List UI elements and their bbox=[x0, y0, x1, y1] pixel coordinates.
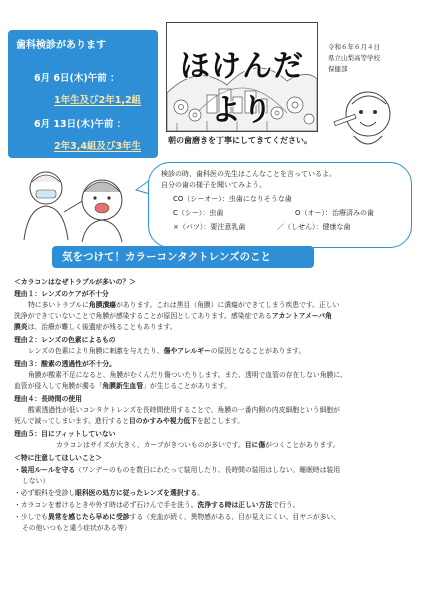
dentist-terms-bubble bbox=[148, 162, 412, 248]
school-info bbox=[328, 42, 380, 75]
reason-4-line-2: 死んで減ってしまいます。進行すると目のかすみや視力低下を起こします。 bbox=[14, 417, 245, 425]
question-heading-2: ＜特に注意してほしいこと＞ bbox=[14, 454, 103, 462]
reason-5-heading: 理由５：目にフィットしていない bbox=[14, 430, 116, 438]
reason-4-line-1: 酸素透過性が低いコンタクトレンズを長時間使用することで、角膜の一番内側の内皮細胞という細胞が bbox=[28, 406, 340, 414]
reason-4-heading: 理由４：長時間の使用 bbox=[14, 395, 82, 403]
note-2: ・必ず眼科を受診し眼科医の処方に従ったレンズを選択する。 bbox=[14, 489, 204, 497]
section-title-color-contacts: 気をつけて！カラーコンタクトレンズのこと bbox=[52, 246, 314, 268]
note-4-line-1: ・少しでも異常を感じたら早めに受診する（充血が続く、異物感がある、目が見えにくい、目ヤニが多い、 bbox=[14, 513, 341, 521]
masthead-title: ほけんだより bbox=[180, 49, 304, 128]
dental-checkup-notice bbox=[8, 30, 158, 158]
bubble-line-2: 自分の歯の様子を聞いてみよう。 bbox=[161, 181, 266, 189]
reason-3-line-2: 血管が侵入して角膜が濁る「角膜新生血管」が生じることがあります。 bbox=[14, 382, 231, 390]
issue-date: 令和６年６月４日 bbox=[328, 43, 380, 51]
school-name: 県立山梨高等学校 bbox=[328, 54, 380, 62]
slogan-text: 朝の歯磨きを丁寧にしてきてください。 bbox=[168, 136, 312, 145]
term-x: ×（バツ）：要注意乳歯 bbox=[173, 223, 246, 231]
reason-1-line-3: 膜炎は、治療が難しく後遺症が残ることもあります。 bbox=[14, 323, 177, 331]
reason-1-line-2: 洗浄ができていないことで角膜が感染することが原因としてあります。感染症であるアカントアメーバ角 bbox=[14, 312, 332, 320]
dental-notice-heading: 歯科検診があります bbox=[16, 40, 106, 51]
reason-2-line-1: レンズの色素により角膜に刺激を与えたり、傷やアレルギーの原因となることがあります。 bbox=[28, 347, 306, 355]
question-heading-1: ＜カラコンはなぜトラブルが多いの？＞ bbox=[14, 278, 137, 286]
toothbrush-mascot-illustration bbox=[330, 80, 400, 152]
dental-group-1: 1年生及び2年1,2組 bbox=[54, 95, 142, 106]
term-o: O（オー）：治療済みの歯 bbox=[295, 209, 375, 217]
newsletter-masthead bbox=[166, 22, 318, 132]
dental-date-2: 6月 13日(木)午前 ： bbox=[34, 119, 127, 130]
note-1-line-1: ・装用ルールを守る（ワンデーのものを数日にわたって装用したり、長時間の装用はしない。睡眠時は装用 bbox=[14, 466, 341, 474]
dental-checkup-illustration bbox=[14, 160, 134, 242]
term-co: CO（シーオー）：虫歯になりそうな歯 bbox=[173, 195, 292, 203]
department: 保健部 bbox=[328, 65, 348, 73]
reason-5-line-1: カラコンはサイズが大きく、カーブがきついものが多いです。目に傷がつくことがあります。 bbox=[56, 441, 340, 449]
reason-2-heading: 理由２：レンズの色素によるもの bbox=[14, 336, 116, 344]
note-4-line-2: その他いつもと違う症状がある等） bbox=[22, 524, 131, 532]
term-c: C（シー）：虫歯 bbox=[173, 209, 224, 217]
term-slash: ／（しせん）：健康な歯 bbox=[277, 223, 351, 231]
reason-1-heading: 理由１：レンズのケアが不十分 bbox=[14, 290, 109, 298]
dental-group-2: 2年3,4組及び3年生 bbox=[54, 141, 142, 152]
note-1-line-2: しない） bbox=[22, 477, 50, 485]
dental-date-1: 6月 6日(木)午前 ： bbox=[34, 73, 120, 84]
note-3: ・カラコンを着けるときや外す時は必ず石けんで手を洗う。洗浄する時は正しい方法で行う。 bbox=[14, 501, 300, 509]
bubble-line-1: 検診の時、歯科医の先生はこんなことを言っているよ。 bbox=[161, 170, 336, 178]
reason-3-heading: 理由３：酸素の透過性が不十分。 bbox=[14, 360, 116, 368]
reason-3-line-1: 角膜が酸素不足になると、角膜がむくんだり傷ついたりします。また、透明で血管の存在しない角膜に、 bbox=[28, 371, 347, 379]
reason-1-line-1: 特に多いトラブルに角膜潰瘍があります。これは黒目（角膜）に潰瘍ができてしまう疾患です。正しい bbox=[28, 301, 340, 309]
